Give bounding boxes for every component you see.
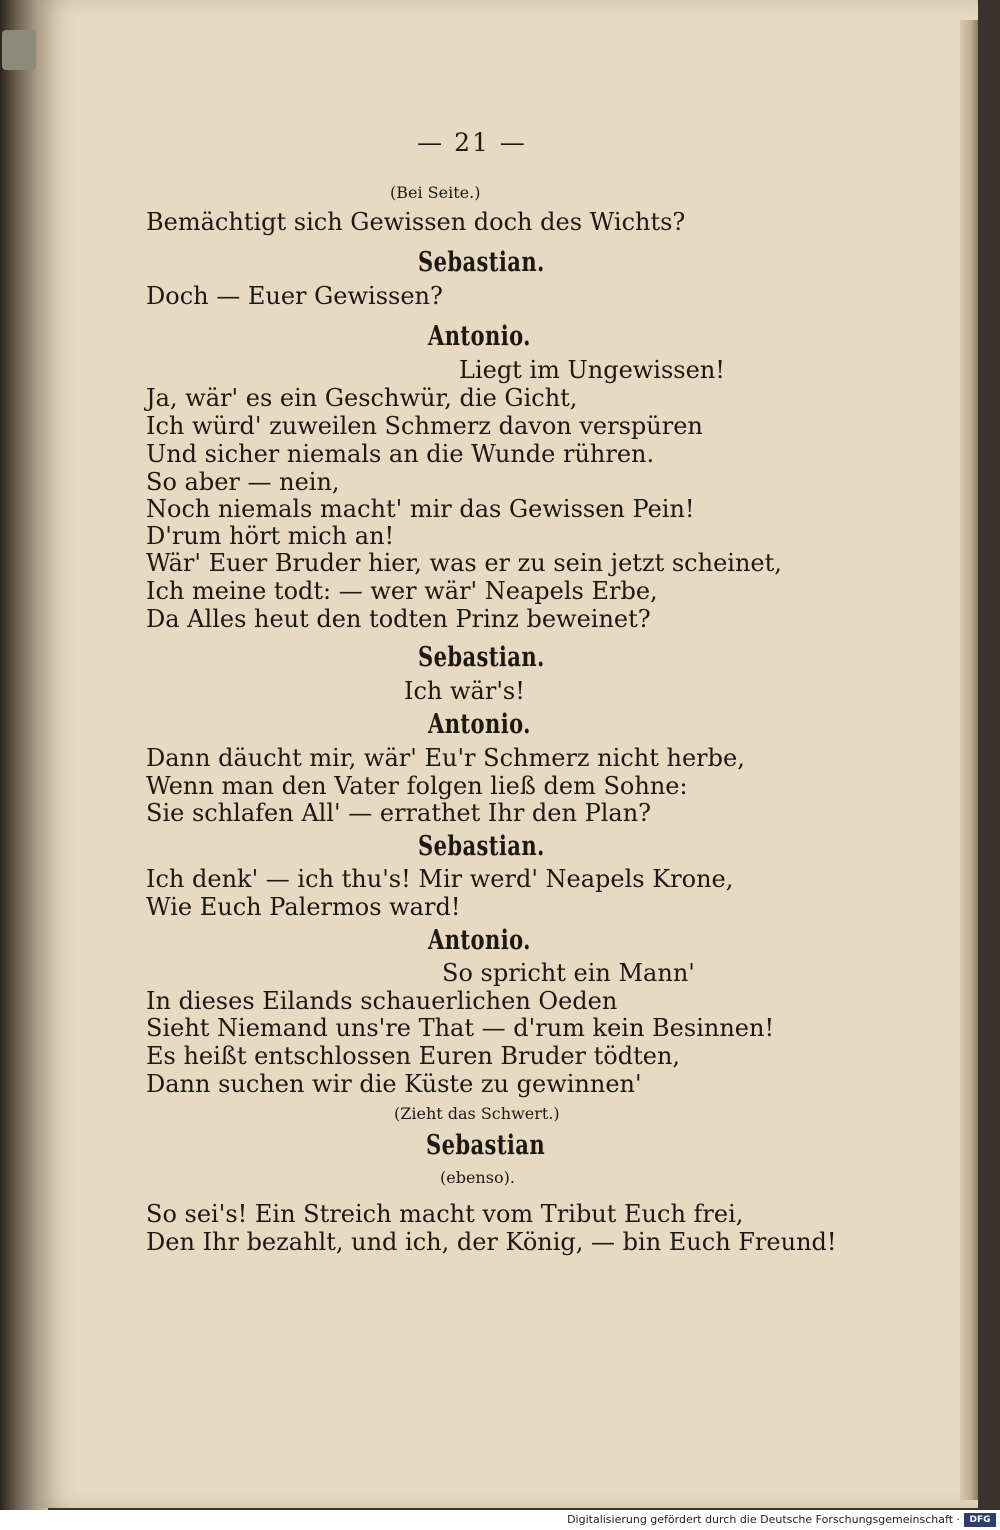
page-edge	[960, 20, 978, 1500]
speaker-name: Sebastian.	[418, 642, 545, 673]
verse-line: Und sicher niemals an die Wunde rühren.	[146, 440, 655, 468]
stage-direction: (Bei Seite.)	[390, 183, 481, 202]
digitization-footer	[0, 1510, 1000, 1530]
verse-line: Ich wär's!	[404, 677, 525, 705]
verse-line: So spricht ein Mann'	[442, 959, 695, 987]
verse-line: Sieht Niemand uns're That — d'rum kein Besinnen!	[146, 1014, 775, 1042]
page-number: — 21 —	[417, 128, 527, 157]
verse-line: Wie Euch Palermos ward!	[146, 893, 461, 921]
funding-credit: Digitalisierung gefördert durch die Deutsche Forschungsgemeinschaft ·	[567, 1513, 960, 1526]
verse-line: So aber — nein,	[146, 468, 340, 496]
verse-line: Wär' Euer Bruder hier, was er zu sein jetzt scheinet,	[146, 549, 782, 577]
verse-line: Dann däucht mir, wär' Eu'r Schmerz nicht herbe,	[146, 744, 745, 772]
speaker-name: Antonio.	[428, 321, 531, 352]
verse-line: Bemächtigt sich Gewissen doch des Wichts?	[146, 208, 686, 236]
verse-line: Liegt im Ungewissen!	[459, 356, 725, 384]
speaker-name: Sebastian	[426, 1130, 546, 1161]
speaker-name: Antonio.	[428, 925, 531, 956]
speaker-name: Antonio.	[428, 709, 531, 740]
verse-line: Doch — Euer Gewissen?	[146, 282, 443, 310]
verse-line: Noch niemals macht' mir das Gewissen Pein!	[146, 495, 695, 523]
verse-line: Ich meine todt: — wer wär' Neapels Erbe,	[146, 577, 658, 605]
stage-direction: (Zieht das Schwert.)	[394, 1104, 560, 1123]
verse-line: Dann suchen wir die Küste zu gewinnen'	[146, 1070, 642, 1098]
verse-line: Da Alles heut den todten Prinz beweinet?	[146, 605, 651, 633]
verse-line: In dieses Eilands schauerlichen Oeden	[146, 987, 618, 1015]
stage-direction: (ebenso).	[440, 1168, 515, 1187]
speaker-name: Sebastian.	[418, 247, 545, 278]
dfg-logo-icon: DFG	[964, 1513, 996, 1527]
speaker-name: Sebastian.	[418, 831, 545, 862]
verse-line: So sei's! Ein Streich macht vom Tribut Euch frei,	[146, 1200, 744, 1228]
verse-line: Ich denk' — ich thu's! Mir werd' Neapels Krone,	[146, 865, 734, 893]
verse-line: Es heißt entschlossen Euren Bruder tödten,	[146, 1042, 681, 1070]
verse-line: Den Ihr bezahlt, und ich, der König, — bin Euch Freund!	[146, 1228, 837, 1256]
spine-binding-band	[2, 30, 36, 70]
verse-line: Ich würd' zuweilen Schmerz davon verspüren	[146, 412, 703, 440]
verse-line: D'rum hört mich an!	[146, 522, 395, 550]
verse-line: Ja, wär' es ein Geschwür, die Gicht,	[146, 384, 578, 412]
verse-line: Sie schlafen All' — errathet Ihr den Plan?	[146, 799, 652, 827]
verse-line: Wenn man den Vater folgen ließ dem Sohne:	[146, 772, 688, 800]
